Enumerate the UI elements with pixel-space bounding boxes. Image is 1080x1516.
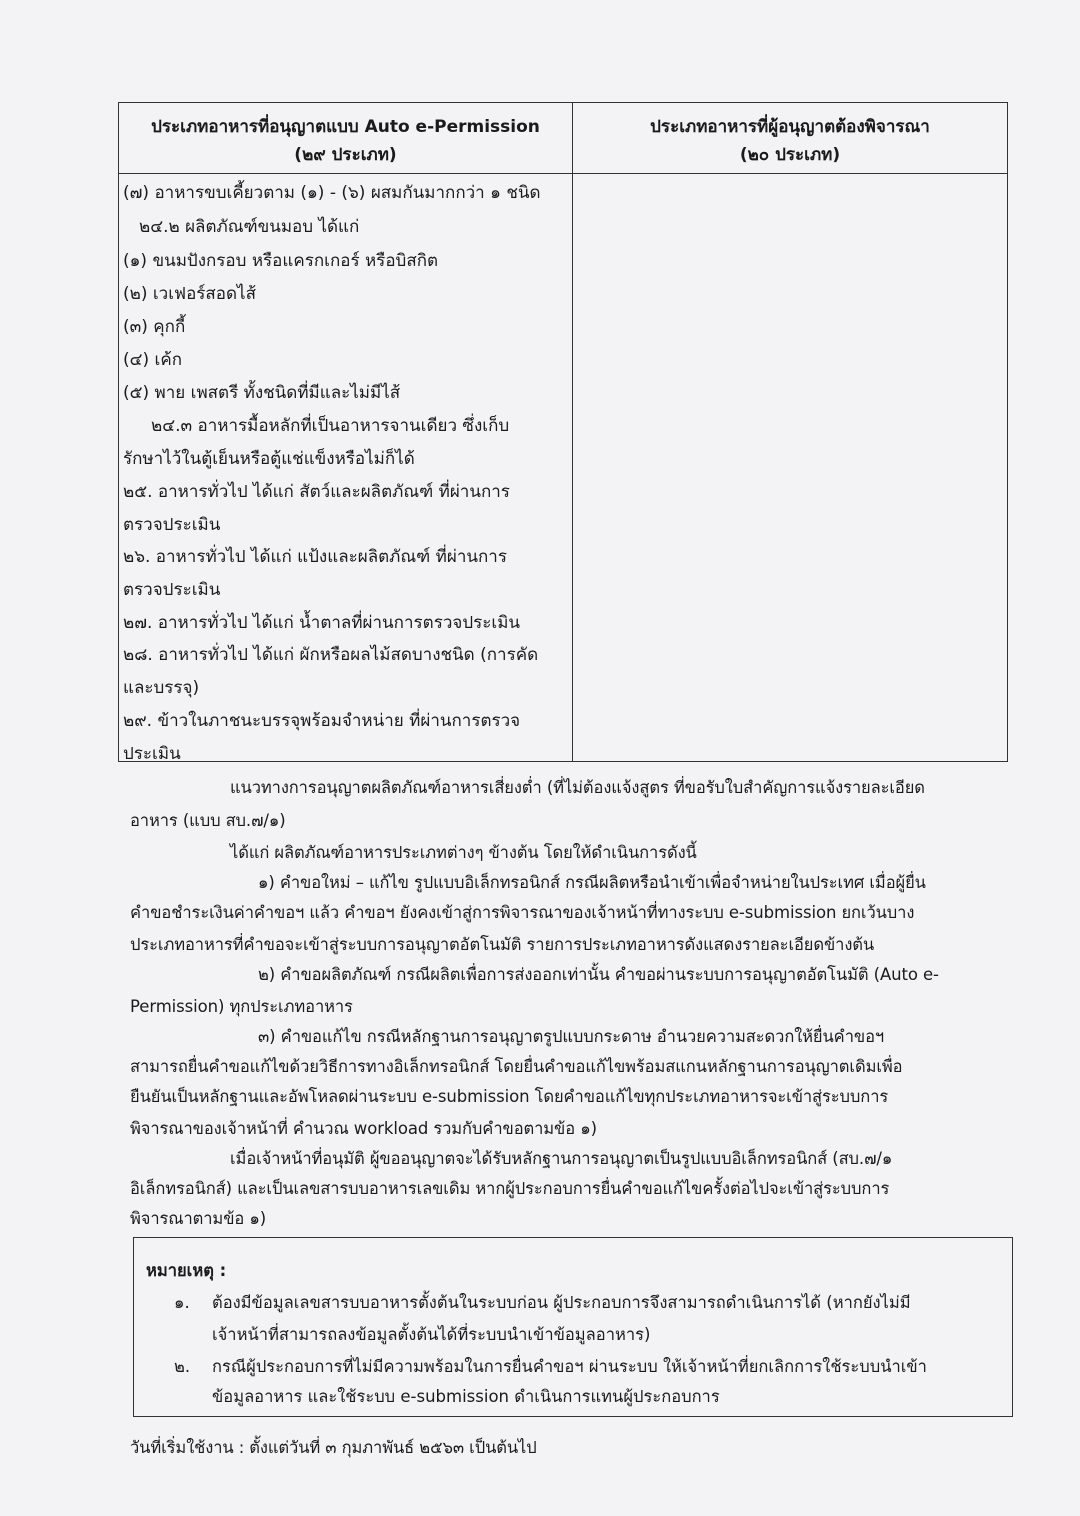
body-paragraph-line: พิจารณาตามข้อ ๑) <box>130 1209 267 1228</box>
list-item: และบรรจุ) <box>123 678 200 698</box>
effective-date: วันที่เริ่มใช้งาน : ตั้งแต่วันที่ ๓ กุมภาพันธ์ ๒๕๖๓ เป็นต้นไป <box>130 1438 537 1457</box>
table-header-manual-review <box>574 113 1006 169</box>
list-item: ๒๗. อาหารทั่วไป ได้แก่ น้ำตาลที่ผ่านการตรวจประเมิน <box>123 613 521 633</box>
list-item: (๓) คุกกี้ <box>123 317 186 337</box>
list-item: (๗) อาหารขบเคี้ยวตาม (๑) - (๖) ผสมกันมากกว่า ๑ ชนิด <box>123 183 541 203</box>
body-paragraph-line: คำขอชำระเงินค่าคำขอฯ แล้ว คำขอฯ ยังคงเข้าสู่การพิจารณาของเจ้าหน้าที่ทางระบบ e-submission ยกเว้นบาง <box>130 903 915 922</box>
table-column-divider <box>572 103 573 761</box>
list-item: ๒๖. อาหารทั่วไป ได้แก่ แป้งและผลิตภัณฑ์ ที่ผ่านการ <box>123 547 507 567</box>
remark-number: ๒. <box>174 1357 191 1376</box>
remark-line: ต้องมีข้อมูลเลขสารบบอาหารตั้งต้นในระบบก่อน ผู้ประกอบการจึงสามารถดำเนินการได้ (หากยังไม่มี <box>212 1293 911 1312</box>
list-item: รักษาไว้ในตู้เย็นหรือตู้แช่แข็งหรือไม่ก็ได้ <box>123 449 415 469</box>
header-left-line-2: (๒๙ ประเภท) <box>294 145 397 165</box>
remark-number: ๑. <box>174 1293 190 1312</box>
table-header-divider <box>119 173 1007 174</box>
list-item: ๒๔.๒ ผลิตภัณฑ์ขนมอบ ได้แก่ <box>139 217 360 237</box>
list-item: ประเมิน <box>123 744 181 764</box>
body-paragraph-line: สามารถยื่นคำขอแก้ไขด้วยวิธีการทางอิเล็กทรอนิกส์ โดยยื่นคำขอแก้ไขพร้อมสแกนหลักฐานการอนุญาตเดิมเพื่อ <box>130 1057 903 1076</box>
body-paragraph-line: ๑) คำขอใหม่ – แก้ไข รูปแบบอิเล็กทรอนิกส์ กรณีผลิตหรือนำเข้าเพื่อจำหน่ายในประเทศ เมื่อผู้ยื่น <box>258 873 926 892</box>
list-item: ๒๕. อาหารทั่วไป ได้แก่ สัตว์และผลิตภัณฑ์ ที่ผ่านการ <box>123 482 510 502</box>
remarks-title: หมายเหตุ : <box>146 1261 227 1280</box>
body-paragraph-line: Permission) ทุกประเภทอาหาร <box>130 997 353 1016</box>
body-paragraph-line: แนวทางการอนุญาตผลิตภัณฑ์อาหารเสี่ยงต่ำ (ที่ไม่ต้องแจ้งสูตร ที่ขอรับใบสำคัญการแจ้งรายละเอียด <box>230 778 925 797</box>
body-paragraph-line: ประเภทอาหารที่คำขอจะเข้าสู่ระบบการอนุญาตอัตโนมัติ รายการประเภทอาหารดังแสดงรายละเอียดข้างต้น <box>130 935 875 954</box>
body-paragraph-line: เมื่อเจ้าหน้าที่อนุมัติ ผู้ขออนุญาตจะได้รับหลักฐานการอนุญาตเป็นรูปแบบอิเล็กทรอนิกส์ (สบ.๗/๑ <box>230 1149 893 1168</box>
body-paragraph-line: พิจารณาของเจ้าหน้าที่ คำนวณ workload รวมกับคำขอตามข้อ ๑) <box>130 1119 597 1138</box>
body-paragraph-line: ๒) คำขอผลิตภัณฑ์ กรณีผลิตเพื่อการส่งออกเท่านั้น คำขอผ่านระบบการอนุญาตอัตโนมัติ (Auto e- <box>258 965 939 984</box>
list-item: ๒๙. ข้าวในภาชนะบรรจุพร้อมจำหน่าย ที่ผ่านการตรวจ <box>123 711 521 731</box>
remark-line: กรณีผู้ประกอบการที่ไม่มีความพร้อมในการยื่นคำขอฯ ผ่านระบบ ให้เจ้าหน้าที่ยกเลิกการใช้ระบบนำเข้า <box>212 1357 927 1376</box>
body-paragraph-line: อิเล็กทรอนิกส์) และเป็นเลขสารบบอาหารเลขเดิม หากผู้ประกอบการยื่นคำขอแก้ไขครั้งต่อไปจะเข้าสู่ระบบการ <box>130 1179 890 1198</box>
body-paragraph-line: ๓) คำขอแก้ไข กรณีหลักฐานการอนุญาตรูปแบบกระดาษ อำนวยความสะดวกให้ยื่นคำขอฯ <box>258 1027 885 1046</box>
table-header-auto-permission <box>119 113 572 169</box>
list-item: ตรวจประเมิน <box>123 580 221 600</box>
list-item: ๒๘. อาหารทั่วไป ได้แก่ ผักหรือผลไม้สดบางชนิด (การคัด <box>123 645 539 665</box>
body-paragraph-line: ยืนยันเป็นหลักฐานและอัพโหลดผ่านระบบ e-submission โดยคำขอแก้ไขทุกประเภทอาหารจะเข้าสู่ระบบการ <box>130 1087 889 1106</box>
header-right-line-1: ประเภทอาหารที่ผู้อนุญาตต้องพิจารณา <box>650 117 930 137</box>
food-type-table <box>118 102 1008 762</box>
header-left-line-1: ประเภทอาหารที่อนุญาตแบบ Auto e-Permission <box>151 117 540 137</box>
list-item: (๒) เวเฟอร์สอดไส้ <box>123 284 256 304</box>
remark-line: เจ้าหน้าที่สามารถลงข้อมูลตั้งต้นได้ที่ระบบนำเข้าข้อมูลอาหาร) <box>212 1325 651 1344</box>
list-item: (๔) เค้ก <box>123 350 183 370</box>
header-right-line-2: (๒๐ ประเภท) <box>739 145 841 165</box>
remark-line: ข้อมูลอาหาร และใช้ระบบ e-submission ดำเนินการแทนผู้ประกอบการ <box>212 1387 720 1406</box>
list-item: (๑) ขนมปังกรอบ หรือแครกเกอร์ หรือบิสกิต <box>123 251 439 271</box>
remarks-box <box>133 1237 1013 1417</box>
list-item: ตรวจประเมิน <box>123 515 221 535</box>
list-item: ๒๔.๓ อาหารมื้อหลักที่เป็นอาหารจานเดียว ซึ่งเก็บ <box>151 416 510 436</box>
list-item: (๕) พาย เพสตรี ทั้งชนิดที่มีและไม่มีไส้ <box>123 383 401 403</box>
body-paragraph-line: อาหาร (แบบ สบ.๗/๑) <box>130 811 286 830</box>
body-paragraph-line: ได้แก่ ผลิตภัณฑ์อาหารประเภทต่างๆ ข้างต้น โดยให้ดำเนินการดังนี้ <box>230 843 697 862</box>
